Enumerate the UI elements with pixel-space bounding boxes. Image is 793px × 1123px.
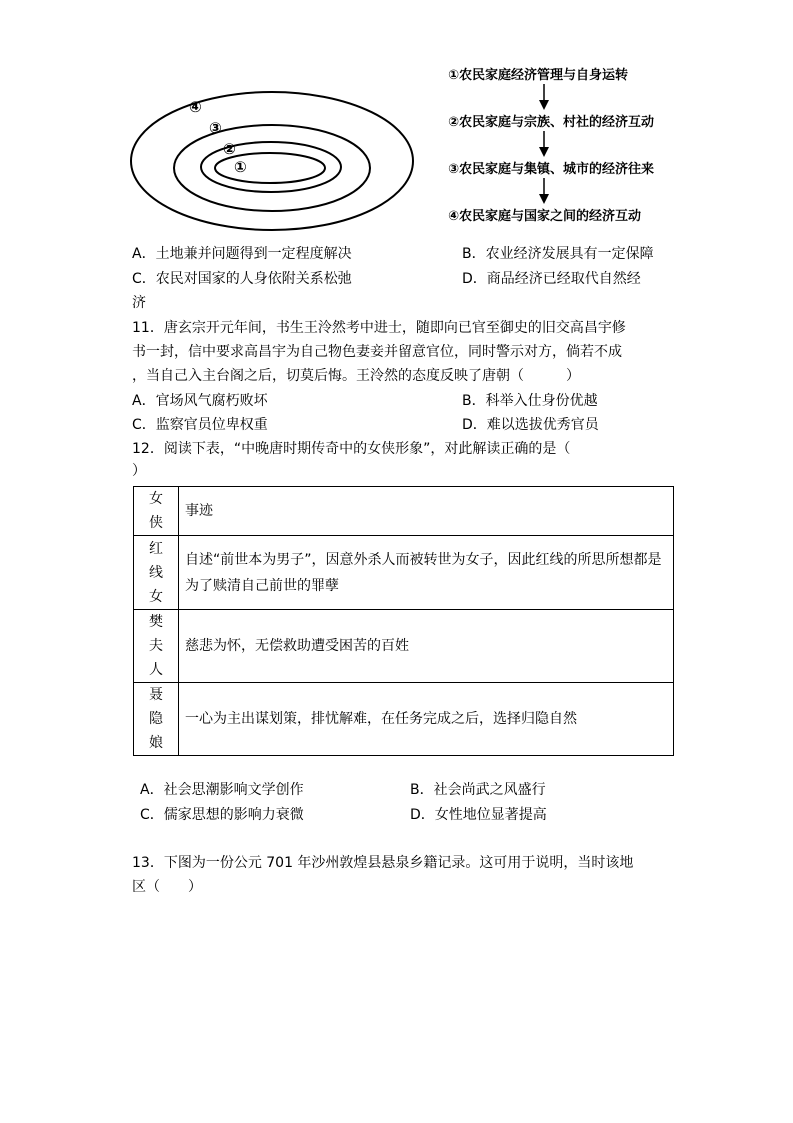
q10-option-a: A．土地兼并问题得到一定程度解决 [132,246,352,262]
q11-option-a: A．官场风气腐朽败坏 [132,393,268,409]
q11-stem-line-2: 书一封，信中要求高昌宇为自己物色妻妾并留意官位，同时警示对方，倘若不成 [132,344,622,360]
heroine-deed: 一心为主出谋划策，排忧解难，在任务完成之后，选择归隐自然 [179,683,674,756]
q12-option-a: A．社会思潮影响文学创作 [140,782,304,798]
table-row [134,683,674,756]
table-header-row [134,487,674,536]
q11-option-d: D．难以选拔优秀官员 [462,417,599,433]
legend-item-3: ③农民家庭与集镇、城市的经济往来 [448,162,655,177]
q13-stem-line-2: 区（ ） [132,879,202,895]
flow-arrow-1 [539,84,549,110]
heroine-deed: 自述“前世本为男子”，因意外杀人而被转世为女子，因此红线的所思所想都是为了赎清自己前世的罪孽 [179,536,674,610]
economic-rings-diagram [130,60,690,240]
q11-stem-line-1: 11．唐玄宗开元年间，书生王泠然考中进士，随即向已官至御史的旧交高昌宇修 [132,320,626,336]
ring-label-1: ① [234,158,247,176]
q12-option-d: D．女性地位显著提高 [410,807,547,823]
q12-option-c: C．儒家思想的影响力衰微 [140,807,304,823]
heroine-deed: 慈悲为怀，无偿救助遭受困苦的百姓 [179,610,674,683]
table-row [134,610,674,683]
flow-arrow-2 [539,131,549,157]
q12-option-b: B．社会尚武之风盛行 [410,782,546,798]
heroine-name: 红 线 女 [134,536,179,610]
ring-label-4: ④ [189,98,202,116]
ring-label-2: ② [223,140,236,158]
heroine-table [133,486,674,756]
q12-stem-line-2: ） [132,463,146,479]
q10-option-d: D．商品经济已经取代自然经 [462,271,641,287]
q11-option-c: C．监察官员位卑权重 [132,417,268,433]
q10-option-c: C．农民对国家的人身依附关系松弛 [132,271,352,287]
heroine-name: 聂 隐 娘 [134,683,179,756]
table-header-deed: 事迹 [179,487,674,536]
legend-item-1: ①农民家庭经济管理与自身运转 [448,68,629,83]
ring-label-3: ③ [209,119,222,137]
ring-2 [201,142,341,192]
q10-option-d-continued: 济 [132,295,146,311]
q13-stem-line-1: 13．下图为一份公元 701 年沙州敦煌县悬泉乡籍记录。这可用于说明，当时该地 [132,855,634,871]
flow-arrow-3 [539,178,549,204]
q11-stem-line-3: ，当自己入主台阁之后，切莫后悔。王泠然的态度反映了唐朝（ ） [132,368,580,384]
q12-stem-line-1: 12．阅读下表，“中晚唐时期传奇中的女侠形象”，对此解读正确的是（ [132,441,571,457]
table-row [134,536,674,610]
q10-option-b: B．农业经济发展具有一定保障 [462,246,654,262]
q11-option-b: B．科举入仕身份优越 [462,393,598,409]
heroine-name: 樊 夫 人 [134,610,179,683]
legend-item-2: ②农民家庭与宗族、村社的经济互动 [448,115,655,130]
table-header-name: 女 侠 [134,487,179,536]
legend-item-4: ④农民家庭与国家之间的经济互动 [448,209,642,224]
ring-4 [131,92,413,230]
